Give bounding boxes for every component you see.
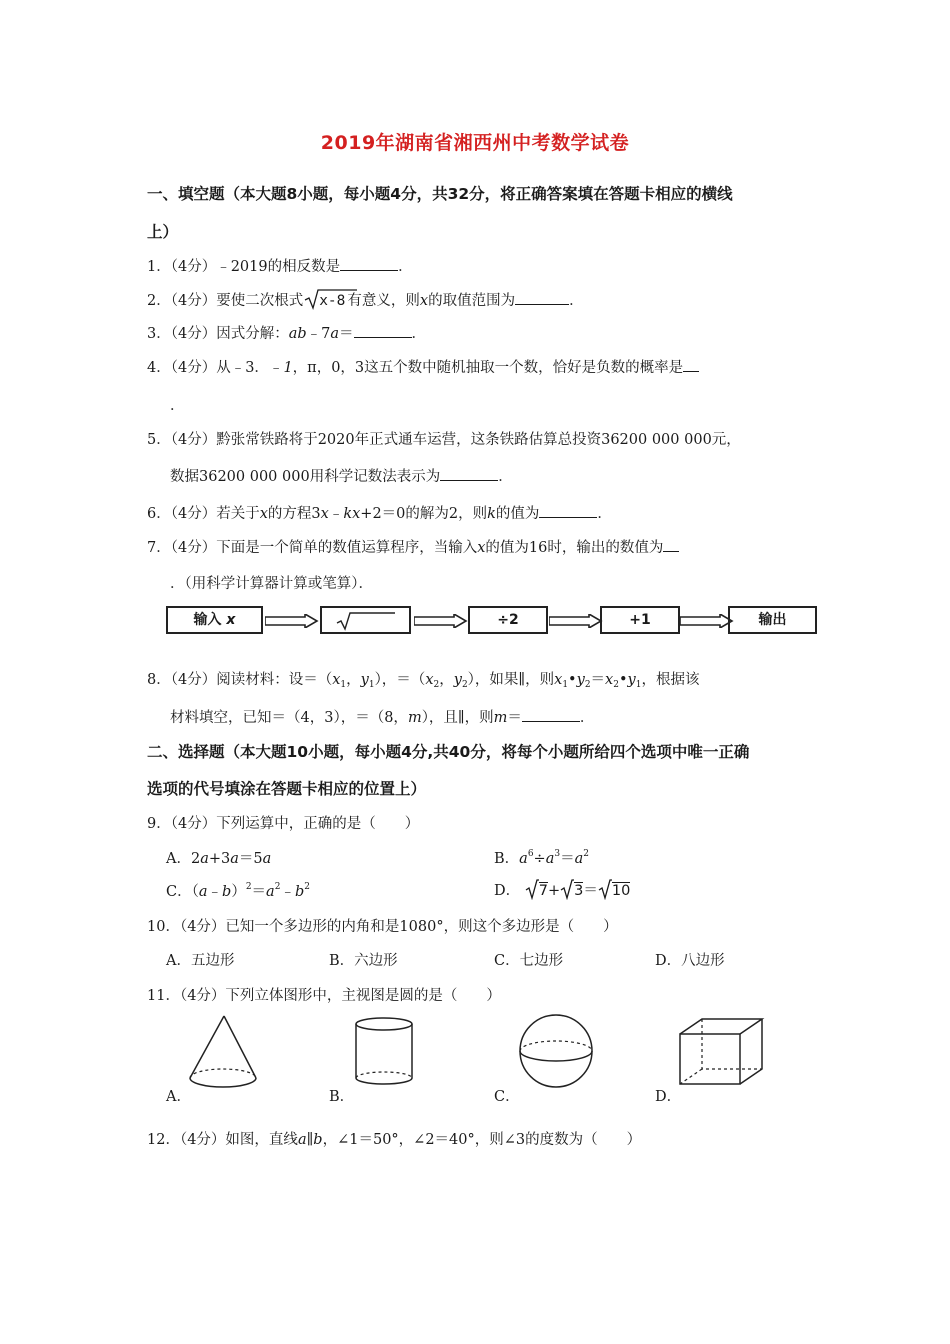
answer-blank <box>663 550 679 552</box>
answer-blank <box>440 479 498 481</box>
radical-sign-icon <box>331 610 401 632</box>
question-10: 10．（4分）已知一个多边形的内角和是1080°，则这个多边形是（ ） <box>147 919 618 935</box>
answer-blank <box>539 516 597 518</box>
question-7-cont: ．（用科学计算器计算或笔算）． <box>170 576 373 592</box>
option-9-d: D． 7+ 3＝ 10 <box>494 878 630 900</box>
option-10-a: A．五边形 <box>166 953 235 969</box>
option-10-d: D．八边形 <box>655 953 725 969</box>
flow-arrow-icon <box>680 614 734 628</box>
question-9: 9．（4分）下列运算中，正确的是（ ） <box>147 816 420 832</box>
radical-sign-icon <box>598 878 612 900</box>
question-1: 1．（4分）﹣2019的相反数是 ． <box>147 259 413 275</box>
option-9-c: C．$(a﹣b)^2=a^2﹣b^2$ <box>166 882 310 900</box>
option-10-b: B．六边形 <box>329 953 398 969</box>
answer-blank <box>354 336 412 338</box>
flow-plus-box: +1 <box>600 606 680 634</box>
flow-divide-box: ÷2 <box>468 606 548 634</box>
question-4-cont: ． <box>170 398 185 414</box>
page-title: 2019年湖南省湘西州中考数学试卷 <box>320 132 630 154</box>
answer-blank <box>515 303 569 305</box>
cube-figure <box>676 1016 768 1088</box>
flow-sqrt-box <box>320 606 411 634</box>
question-12: 12．（4分）如图，直线a∥b，∠1＝50°，∠2＝40°，则∠3的度数为（ ） <box>147 1132 642 1148</box>
calculation-flowchart <box>166 606 818 638</box>
answer-blank <box>340 269 398 271</box>
option-11-b: B． <box>329 1089 355 1105</box>
radicand: x-8 <box>319 293 346 309</box>
section-2-heading-cont: 选项的代号填涂在答题卡相应的位置上） <box>147 780 427 798</box>
question-11: 11．（4分）下列立体图形中，主视图是圆的是（ ） <box>147 988 501 1004</box>
section-2-heading: 二、选择题（本大题10小题，每小题4分,共40分，将每个小题所给四个选项中唯一正确 <box>147 743 750 761</box>
question-4: 4．（4分）从﹣3．﹣1，π，0，3这五个数中随机抽取一个数，恰好是负数的概率是 <box>147 356 699 377</box>
answer-blank <box>522 720 580 722</box>
question-8-cont: 材料填空，已知＝（4，3），＝（8，m），且∥，则m＝ ． <box>170 710 595 726</box>
option-11-d: D． <box>655 1089 682 1105</box>
option-10-c: C．七边形 <box>494 953 564 969</box>
option-11-a: A． <box>166 1089 191 1105</box>
option-11-c: C． <box>494 1089 520 1105</box>
question-8: 8．（4分）阅读材料：设$=(x_1$，$y_1$），$=(x_2$，$y_2$），如果∥，则$x_1•y_2=x_2•y_1$，根据该 <box>147 672 700 690</box>
cone-figure <box>186 1014 266 1090</box>
answer-blank <box>683 370 699 372</box>
option-9-a: A．2a+3a＝5a <box>166 851 272 867</box>
question-5-cont: 数据36200 000 000用科学记数法表示为 ． <box>170 469 513 485</box>
question-6: 6．（4分）若关于x的方程3x﹣kx+2＝0的解为2，则k的值为 ． <box>147 506 612 522</box>
cylinder-figure <box>352 1016 416 1088</box>
flow-input-box: 输入 x <box>166 606 263 634</box>
sphere-figure <box>516 1012 596 1090</box>
flow-arrow-icon <box>414 614 468 628</box>
flow-output-box: 输出 <box>728 606 817 634</box>
question-3: 3．（4分）因式分解：ab﹣7a＝ ． <box>147 326 427 342</box>
question-5: 5．（4分）黔张常铁路将于2020年正式通车运营，这条铁路估算总投资36200 000 000元， <box>147 432 741 448</box>
question-2: 2．（4分）要使二次根式 x-8 有意义，则x的取值范围为 ． <box>147 288 584 310</box>
question-7: 7．（4分）下面是一个简单的数值运算程序，当输入x的值为16时，输出的数值为 <box>147 536 679 557</box>
radical-sign-icon <box>525 878 539 900</box>
section-1-heading-cont: 上） <box>147 223 179 241</box>
section-1-heading: 一、填空题（本大题8小题，每小题4分，共32分，将正确答案填在答题卡相应的横线 <box>147 185 733 203</box>
flow-arrow-icon <box>549 614 603 628</box>
radical-sign-icon <box>560 878 574 900</box>
option-9-b: B．$a^6\div a^3=a^2$ <box>494 849 589 867</box>
flow-arrow-icon <box>265 614 319 628</box>
